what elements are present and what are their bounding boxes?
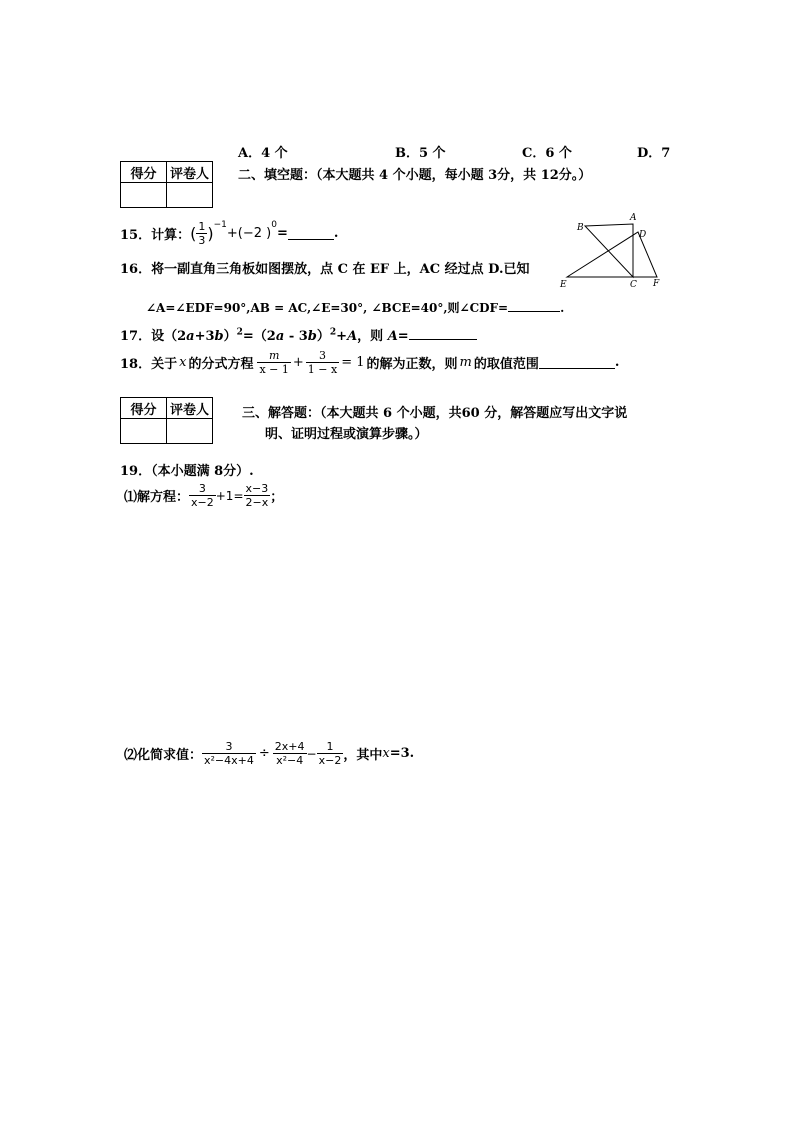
- label-e: E: [560, 280, 567, 290]
- q19-p2-fraction-3: $\frac{1}{x-2}$: [318, 740, 342, 767]
- q16-triangle-figure: [555, 205, 670, 295]
- q16-answer-blank[interactable]: [508, 301, 560, 312]
- q18-answer-blank[interactable]: [539, 356, 615, 369]
- question-15: 15．计算： ( $\frac{1}{3}$ ) $^{-1}$ +(−2 ) $^0$ = .: [120, 220, 339, 247]
- score-header: 得分: [121, 162, 167, 183]
- score-table-1: [120, 161, 213, 208]
- option-d: D．7: [637, 146, 671, 161]
- q18-fraction-1: $\frac{m}{x - 1}$: [259, 349, 289, 376]
- q15-answer-blank[interactable]: [288, 227, 334, 240]
- option-b: B．5 个: [395, 146, 446, 161]
- question-18: 18．关于 x 的分式方程 $\frac{m}{x - 1}$ + $\frac{3}{1 - x}$ = 1 的解为正数，则 m 的取值范围 .: [120, 349, 620, 376]
- score-header: 得分: [121, 398, 167, 419]
- section3-title-line1: 三、解答题：（本大题共 6 个小题，共60 分，解答题应写出文字说: [242, 406, 628, 421]
- question-17: 17．设$(2a+3b)^2=(2a - 3b)^2+A$，则 A=: [120, 325, 477, 344]
- score-table-2: [120, 397, 213, 444]
- q16-line1: 16．将一副直角三角板如图摆放，点 C 在 EF 上，AC 经过点 D.已知: [120, 262, 530, 277]
- label-c: C: [630, 280, 637, 290]
- option-c: C．6 个: [522, 146, 572, 161]
- q19-p1-fraction-2: $\frac{x-3}{2-x}$: [245, 482, 269, 509]
- section2-title: 二、填空题：（本大题共 4 个小题，每小题 3分，共 12分。）: [238, 168, 592, 183]
- label-a: A: [630, 213, 637, 223]
- q19-part1: ⑴解方程： $\frac{3}{x-2}$ +1= $\frac{x-3}{2-x}$ ；: [124, 482, 284, 509]
- q19-p1-fraction-1: $\frac{3}{x-2}$: [191, 482, 214, 509]
- grader-header: 评卷人: [167, 398, 213, 419]
- label-b: B: [577, 223, 584, 233]
- q15-fraction: $\frac{1}{3}$: [198, 220, 206, 247]
- grader-header: 评卷人: [167, 162, 213, 183]
- score-cell: [121, 183, 167, 208]
- q19-p2-fraction-1: $\frac{3}{\text{x²−4x+4}}$: [204, 740, 254, 767]
- grader-cell: [167, 183, 213, 208]
- section3-title-line2: 明、证明过程或演算步骤。）: [265, 427, 428, 442]
- label-f: F: [653, 279, 660, 289]
- q17-answer-blank[interactable]: [409, 327, 477, 340]
- score-cell: [121, 419, 167, 444]
- option-a: A．4 个: [238, 146, 288, 161]
- grader-cell: [167, 419, 213, 444]
- q18-fraction-2: $\frac{3}{1 - x}$: [307, 349, 338, 376]
- label-d: D: [639, 230, 647, 240]
- q19-title: 19．（本小题满 8分）.: [120, 464, 254, 479]
- q19-part2: ⑵化简求值： $\frac{3}{\text{x²−4x+4}}$ ÷ $\frac{2x+4}{\text{x²−4}}$ − $\frac{1}{x-2}$ ，其中 x =3.: [124, 740, 415, 767]
- q15-label: 15．计算：: [120, 228, 191, 243]
- q19-p2-fraction-2: $\frac{2x+4}{\text{x²−4}}$: [274, 740, 305, 767]
- q16-line2: ∠A=∠EDF=90°,AB = AC,∠E=30°, ∠BCE=40°,则∠CDF= .: [146, 301, 565, 315]
